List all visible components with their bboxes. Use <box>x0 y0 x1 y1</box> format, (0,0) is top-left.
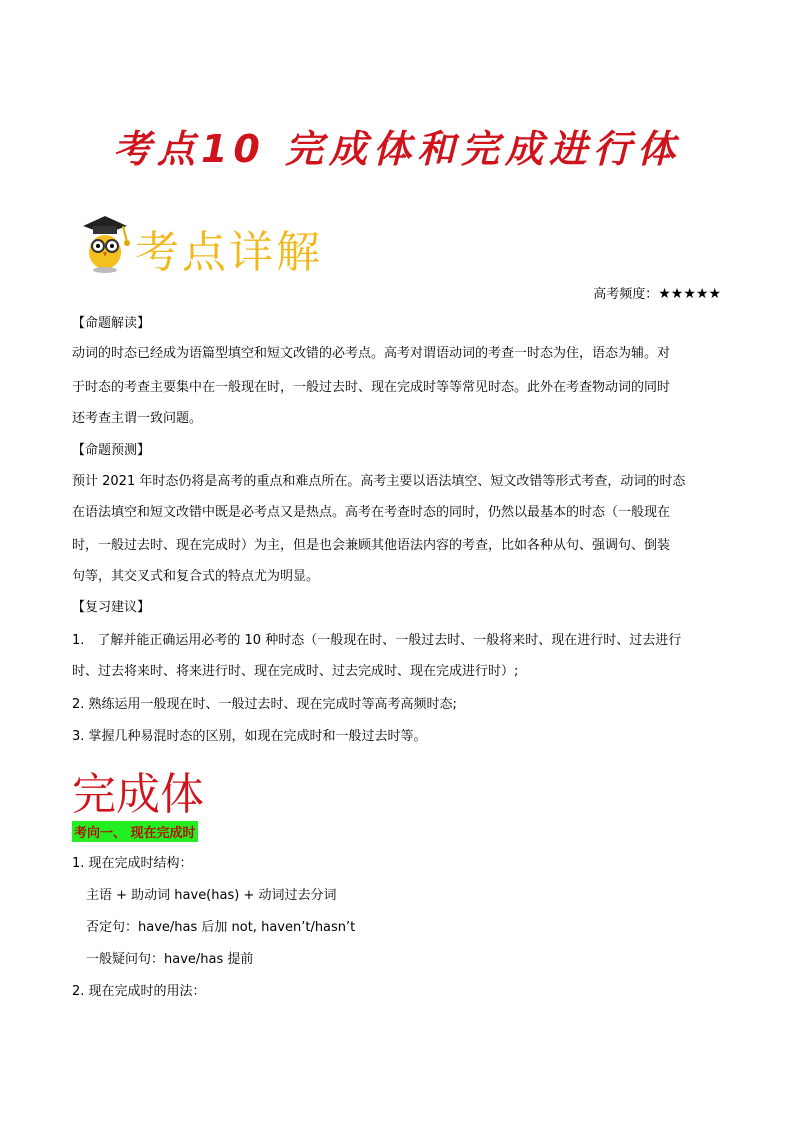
structure-line: 否定句：have/has 后加 not, haven’t/hasn’t <box>86 920 356 935</box>
review-item: 3. 掌握几种易混时态的区别，如现在完成时和一般过去时等。 <box>72 729 427 744</box>
interpret-line: 于时态的考查主要集中在一般现在时，一般过去时、现在完成时等等常见时态。此外在考查物动词的同时 <box>72 380 671 395</box>
structure-line: 一般疑问句：have/has 提前 <box>86 952 254 967</box>
predict-heading: 【命题预测】 <box>72 443 151 458</box>
interpret-line: 还考查主谓一致问题。 <box>72 411 203 426</box>
structure-line: 主语 + 助动词 have(has) + 动词过去分词 <box>86 888 337 903</box>
banner-title: 考点详解 <box>135 227 323 278</box>
page-title: 考点10 完成体和完成进行体 <box>112 127 682 171</box>
predict-line: 在语法填空和短文改错中既是必考点又是热点。高考在考查时态的同时，仍然以最基本的时态（一般现在 <box>72 505 671 520</box>
review-item: 2. 熟练运用一般现在时、一般过去时、现在完成时等高考高频时态; <box>72 697 457 712</box>
structure-heading: 1. 现在完成时结构： <box>72 856 193 871</box>
review-item: 时、过去将来时、将来进行时、现在完成时、过去完成时、现在完成进行时）; <box>72 664 519 679</box>
doctor-owl-icon <box>75 212 135 274</box>
section-heading: 完成体 <box>72 769 204 820</box>
predict-line: 句等，其交叉式和复合式的特点尤为明显。 <box>72 569 320 584</box>
review-heading: 【复习建议】 <box>72 600 151 615</box>
predict-line: 时，一般过去时、现在完成时）为主，但是也会兼顾其他语法内容的考查，比如各种从句、强调句、倒装 <box>72 538 671 553</box>
interpret-heading: 【命题解读】 <box>72 316 151 331</box>
frequency-label: 高考频度： <box>593 287 659 302</box>
interpret-line: 动词的时态已经成为语篇型填空和短文改错的必考点。高考对谓语动词的考查一时态为住，语态为辅。对 <box>72 346 671 361</box>
section-banner <box>75 212 335 276</box>
star-rating-icon: ★★★★★ <box>658 286 721 302</box>
predict-line: 预计 2021 年时态仍将是高考的重点和难点所在。高考主要以语法填空、短文改错等形式考查，动词的时态 <box>72 474 686 489</box>
frequency-rating <box>593 283 721 302</box>
topic-highlight: 考向一、 现在完成时 <box>72 821 198 842</box>
review-item: 1. 了解并能正确运用必考的 10 种时态（一般现在时、一般过去时、一般将来时、现在进行时、过去进行 <box>72 633 682 648</box>
usage-heading: 2. 现在完成时的用法： <box>72 984 206 999</box>
